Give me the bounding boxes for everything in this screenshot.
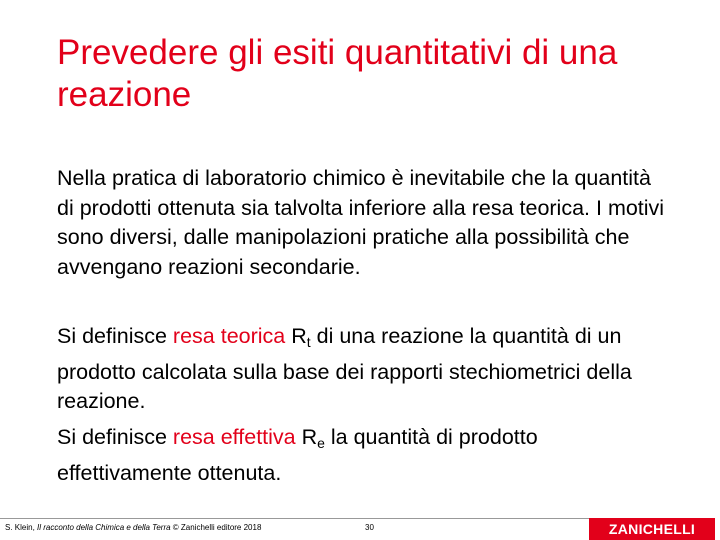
slide-footer	[0, 514, 720, 540]
footer-book-title: Il racconto della Chimica e della Terra	[37, 523, 171, 532]
term-resa-teorica: resa teorica	[172, 324, 286, 348]
footer-divider	[0, 518, 590, 519]
page-number: 30	[365, 523, 374, 532]
zanichelli-logo: ZANICHELLI	[589, 518, 715, 540]
footer-publisher: © Zanichelli editore 2018	[170, 523, 262, 532]
subscript-e: e	[317, 435, 325, 451]
paragraph-text: di una reazione la quantità di un prodotto calcolata sulla base dei rapporti stechiometrici della reazione.	[57, 324, 632, 413]
subscript-t: t	[306, 334, 311, 350]
footer-author: S. Klein,	[5, 523, 38, 532]
paragraph-text: la quantità di prodotto effettivamente ottenuta.	[57, 425, 538, 485]
slide-title: Prevedere gli esiti quantitativi di una reazione	[57, 33, 618, 114]
footer-credit	[5, 523, 261, 532]
paragraph-text: Si definisce	[57, 324, 173, 348]
paragraph-resa-teorica	[57, 322, 667, 417]
paragraph-resa-effettiva	[57, 423, 667, 488]
symbol-r: R	[295, 425, 318, 449]
symbol-r: R	[285, 324, 307, 348]
paragraph-text: Si definisce	[57, 425, 173, 449]
term-resa-effettiva: resa effettiva	[172, 425, 296, 449]
paragraph-intro: Nella pratica di laboratorio chimico è inevitabile che la quantità di prodotti ottenuta sia talvolta inferiore alla resa teorica. I motivi sono diversi, dalle manipolazioni pratiche alla possibilità che avvengano reazioni secondarie.	[57, 166, 665, 279]
